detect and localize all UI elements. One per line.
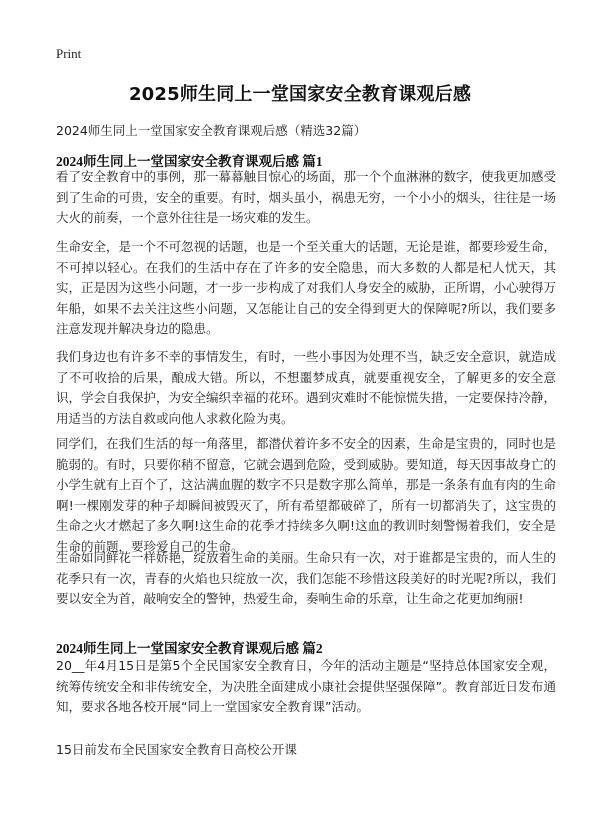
section-heading-1: 2024师生同上一堂国家安全教育课观后感 篇1 [56, 154, 323, 169]
paragraph: 看了安全教育中的事例，那一幕幕触目惊心的场面，那一个个血淋淋的数字，使我更加感受到了生命的可贵，安全的重要。有时，烟头虽小，祸患无穷，一个小小的烟头，往往是一场大火的前奏，一个意外往往是一场灾难的发生。 [56, 169, 557, 225]
print-link[interactable]: Print [56, 46, 82, 61]
paragraph: 15日前发布全民国家安全教育日高校公开课 [56, 742, 297, 757]
section-heading-2: 2024师生同上一堂国家安全教育课观后感 篇2 [56, 641, 323, 656]
paragraph: 同学们，在我们生活的每一角落里，都潜伏着许多不安全的因素，生命是宝贵的，同时也是脆弱的。有时，只要你稍不留意，它就会遇到危险，受到威胁。要知道，每天因事故身亡的小学生就有上百个了，这沾满血腥的数字不只是数字那么简单，那是一条条有血有肉的生命啊!一棵刚发芽的种子却瞬间被毁灭了，所有希望都破碎了，所有一切都消失了，这宝贵的生命之火才燃起了多久啊!这生命的花季才持续多久啊!这血的教训时刻警惕着我们，安全是生命的前题，要珍爱自己的生命。 [56, 436, 557, 554]
document-subtitle: 2024师生同上一堂国家安全教育课观后感（精选32篇） [56, 123, 367, 138]
paragraph: 20__年4月15日是第5个全民国家安全教育日，今年的活动主题是“坚持总体国家安全观，统筹传统安全和非传统安全，为决胜全面建成小康社会提供坚强保障”。教育部近日发布通知，要求各地各校开展“同上一堂国家安全教育课”活动。 [56, 658, 556, 714]
paragraph: 生命如同鲜花一样娇艳，绽放着生命的美丽。生命只有一次，对于谁都是宝贵的，而人生的花季只有一次，青春的火焰也只绽放一次，我们怎能不珍惜这段美好的时光呢?所以，我们要以安全为首，敲响安全的警钟，热爱生命，奏响生命的乐章，让生命之花更加绚丽! [56, 550, 557, 606]
paragraph: 生命安全，是一个不可忽视的话题，也是一个至关重大的话题，无论是谁，都要珍爱生命，不可掉以轻心。在我们的生活中存在了许多的安全隐患，而大多数的人都是杞人忧天，其实，正是因为这些小问题，才一步一步构成了对我们人身安全的威胁，正所谓，小心驶得万年船，如果不去关注这些小问题，又怎能让自己的安全得到更大的保障呢?所以，我们要多注意发现并解决身边的隐患。 [56, 239, 557, 336]
page-title: 2025师生同上一堂国家安全教育课观后感 [128, 84, 472, 105]
paragraph: 我们身边也有许多不幸的事情发生，有时，一些小事因为处理不当，缺乏安全意识，就造成了不可收拾的后果，酿成大错。所以，不想噩梦成真，就要重视安全，了解更多的安全意识，学会自我保护，为安全编织幸福的花环。遇到灾难时不能惊慌失措，一定要保持冷静，用适当的方法自救或向他人求救化险为夷。 [56, 349, 557, 426]
